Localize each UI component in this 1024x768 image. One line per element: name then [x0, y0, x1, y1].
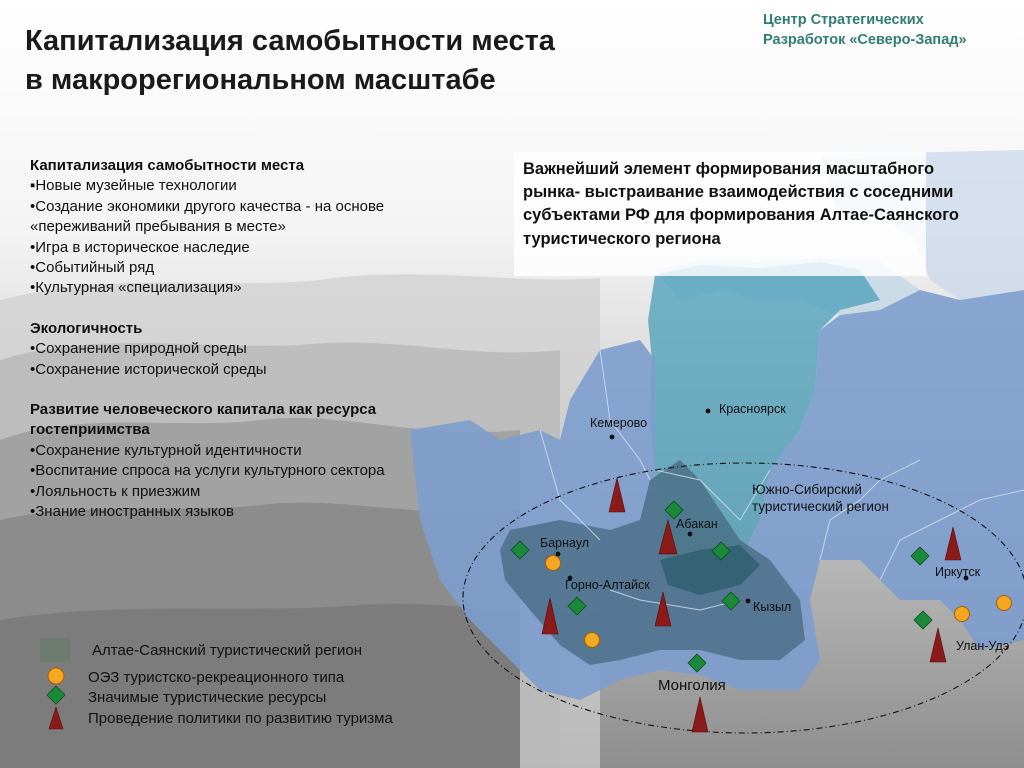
triangle-policy-icon	[692, 697, 708, 732]
section1-item: •Событийный ряд	[30, 259, 155, 277]
legend-item-oez: ОЭЗ туристско-рекреационного типа	[88, 669, 345, 686]
section3-item: •Воспитание спроса на услуги культурного сектора	[30, 462, 385, 480]
legend-item-policy: Проведение политики по развитию туризма	[88, 710, 393, 727]
page-title-line2: в макрорегиональном масштабе	[25, 64, 496, 96]
section1-item: •Игра в историческое наследие	[30, 238, 250, 256]
city-label-ulan-ude: Улан-Удэ	[956, 639, 1010, 653]
section3-title: Развитие человеческого капитала как ресурса гостеприимства	[30, 401, 377, 439]
section1-item: ▪Новые музейные технологии	[30, 177, 237, 195]
legend-item-resources: Значимые туристические ресурсы	[88, 689, 327, 706]
city-dot-icon	[556, 552, 561, 557]
city-label-abakan: Абакан	[676, 517, 718, 531]
region-label-line2: туристический регион	[752, 499, 889, 514]
section1-title: Капитализация самобытности места	[30, 157, 305, 174]
city-dot-icon	[706, 409, 711, 414]
section3-item: •Лояльность к приезжим	[30, 482, 201, 500]
circle-oez-icon	[997, 596, 1012, 611]
city-label-irkutsk: Иркутск	[935, 565, 981, 579]
circle-oez-icon	[46, 666, 66, 686]
page-title-line1: Капитализация самобытности места	[25, 25, 555, 57]
section3-item: •Сохранение культурной идентичности	[30, 441, 302, 459]
triangle-policy-icon	[930, 628, 946, 662]
organization-name	[763, 10, 967, 50]
region-swatch-icon	[40, 638, 70, 662]
country-label-mongolia: Монголия	[658, 677, 726, 694]
section3-item: •Знание иностранных языков	[30, 503, 235, 521]
city-label-krasnoyarsk: Красноярск	[719, 402, 786, 416]
triangle-policy-icon	[46, 706, 66, 730]
organization-name-line1: Центр Стратегических	[763, 12, 924, 28]
legend-item-region: Алтае-Саянский туристический регион	[92, 642, 363, 659]
diamond-resource-icon	[46, 685, 66, 705]
section2-item: •Сохранение природной среды	[30, 340, 247, 358]
circle-oez-icon	[955, 607, 970, 622]
diamond-resource-icon	[914, 611, 932, 629]
city-dot-icon	[688, 532, 693, 537]
circle-oez-icon	[546, 556, 561, 571]
city-label-gorno-altaisk: Горно-Алтайск	[565, 578, 650, 592]
city-label-kemerovo: Кемерово	[590, 416, 648, 430]
section2-title: Экологичность	[30, 319, 143, 337]
callout-text: Важнейший элемент формирования масштабного рынка- выстраивание взаимодействия с соседними субъектами РФ для формирования Алтае-Саянского туристического региона	[523, 160, 959, 248]
city-label-kyzyl: Кызыл	[753, 600, 792, 614]
left-text-panel	[30, 156, 450, 523]
section2-item: •Сохранение исторической среды	[30, 360, 267, 378]
page-title	[25, 22, 555, 100]
circle-oez-icon	[585, 633, 600, 648]
section1-item: •Создание экономики другого качества - на основе «переживаний пребывания в месте»	[30, 197, 385, 236]
region-label-line1: Южно-Сибирский	[752, 482, 862, 497]
city-dot-icon	[746, 599, 751, 604]
organization-name-line2: Разработок «Северо-Запад»	[763, 32, 967, 48]
city-dot-icon	[610, 435, 615, 440]
section1-item: •Культурная «специализация»	[30, 279, 242, 297]
city-label-barnaul: Барнаул	[540, 536, 590, 550]
